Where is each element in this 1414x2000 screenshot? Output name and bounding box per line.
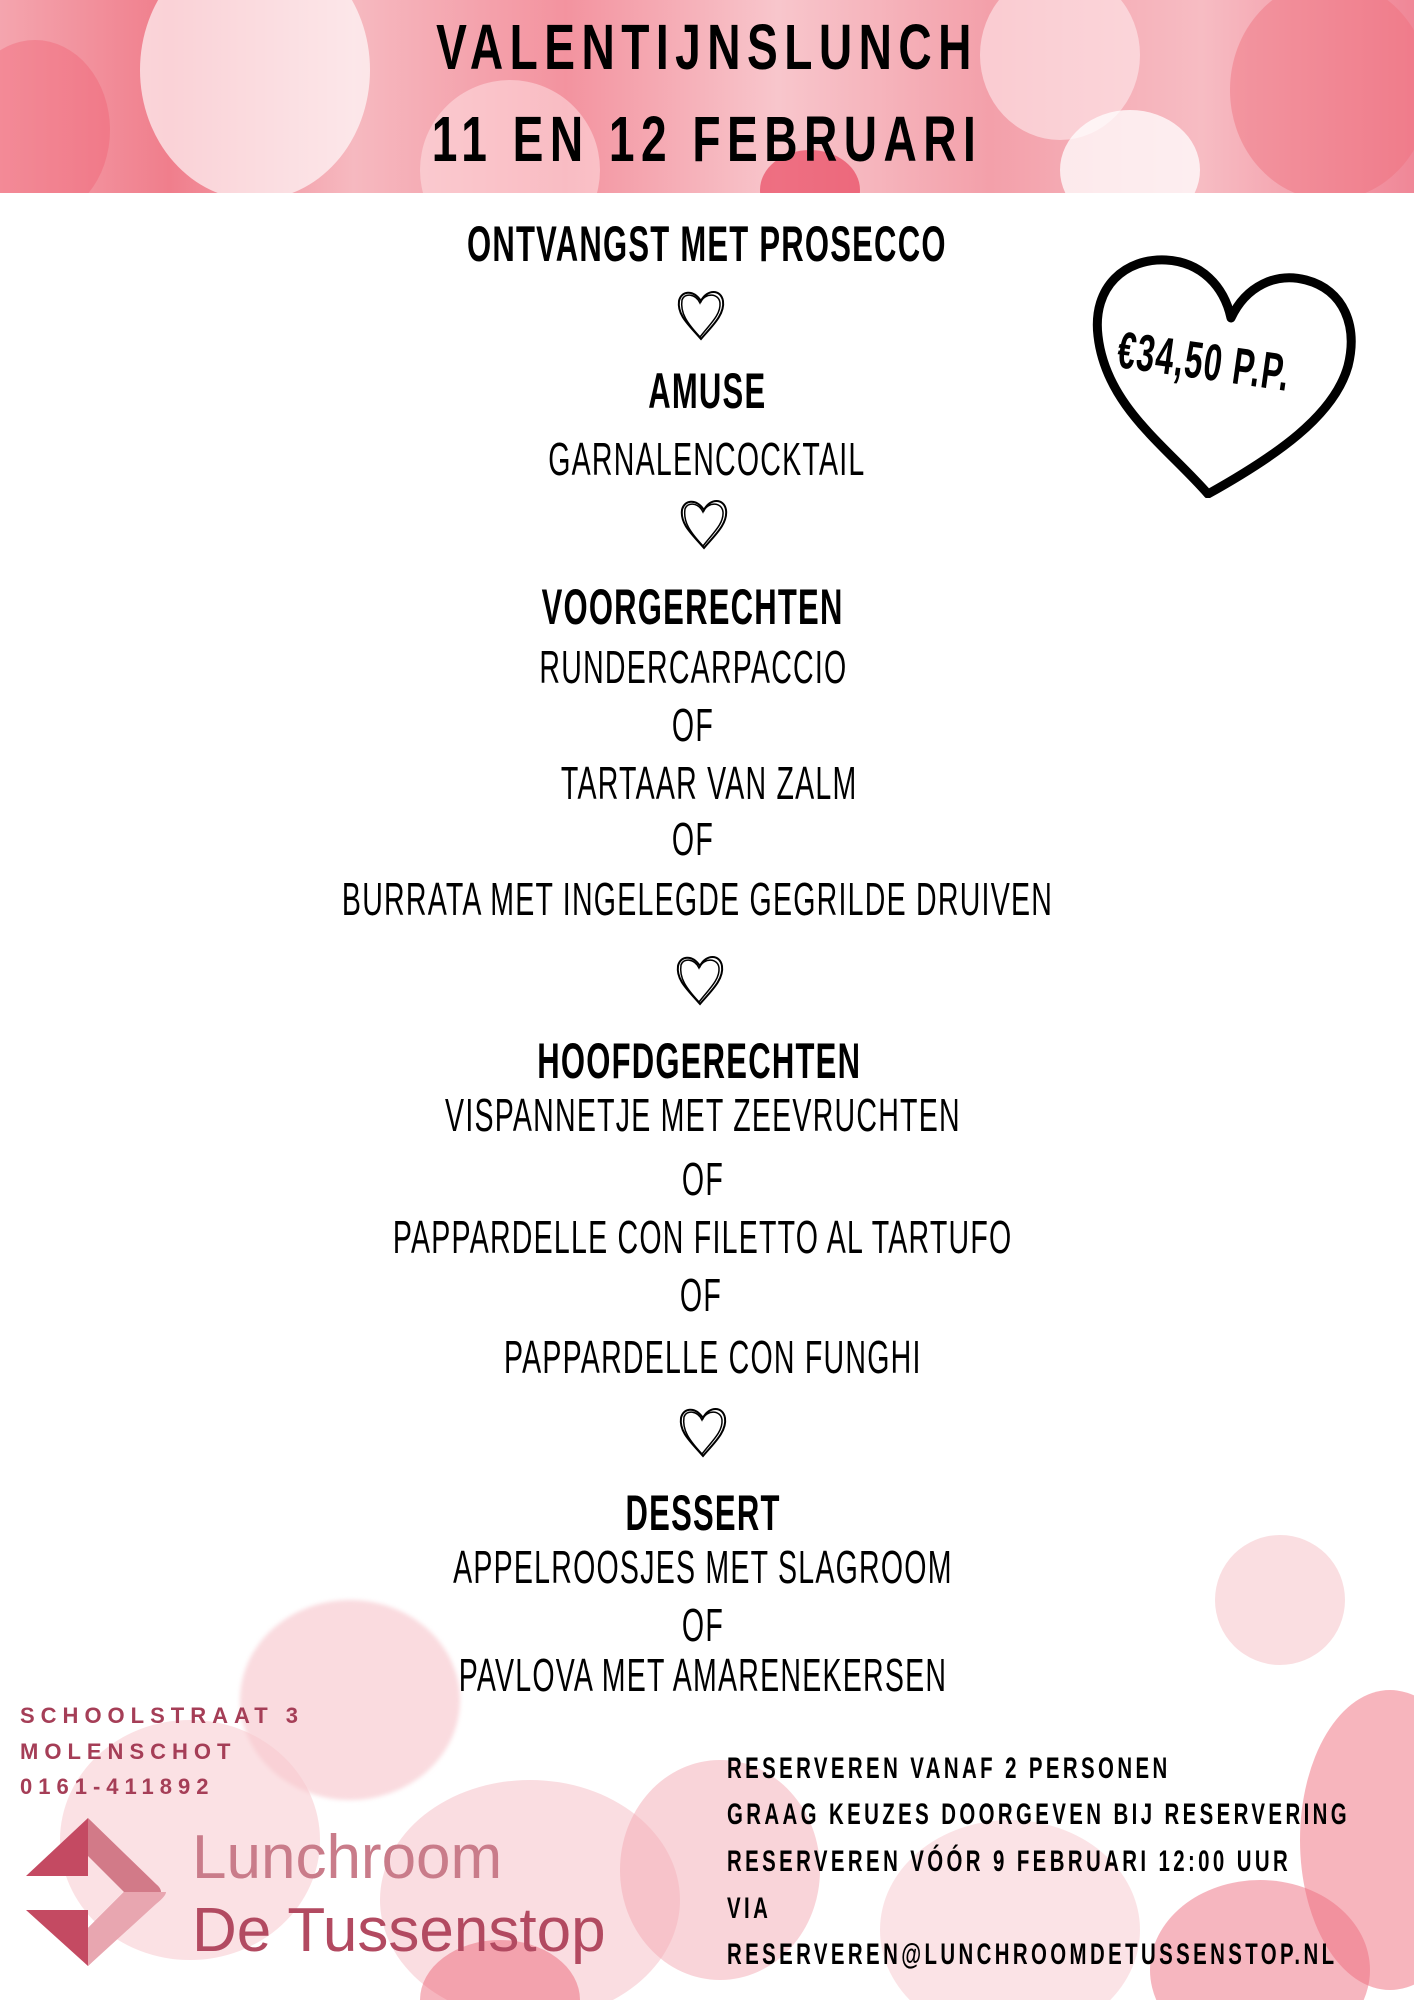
menu-item: PAPPARDELLE CON FILETTO AL TARTUFO <box>393 1211 1013 1263</box>
menu-item-or: OF <box>681 1599 725 1651</box>
reservation-line: RESERVEREN VANAF 2 PERSONEN <box>727 1752 1171 1785</box>
menu-item: RUNDERCARPACCIO <box>538 641 848 693</box>
page-title: VALENTIJNSLUNCH <box>436 11 978 83</box>
heart-outline-icon <box>673 1402 733 1462</box>
menu-item: APPELROOSJES MET SLAGROOM <box>453 1541 953 1593</box>
banner-heart-bg <box>1230 0 1414 193</box>
arrow-diamond-logo-icon <box>26 1818 174 1966</box>
course-heading-voorgerechten: VOORGERECHTEN <box>541 579 845 635</box>
event-dates: 11 EN 12 FEBRUARI <box>431 103 983 175</box>
course-heading-dessert: DESSERT <box>625 1485 781 1541</box>
reservation-line: GRAAG KEUZES DOORGEVEN BIJ RESERVERING <box>727 1798 1351 1831</box>
reservation-line: RESERVEREN VÓÓR 9 FEBRUARI 12:00 UUR <box>727 1845 1292 1878</box>
address-city: MOLENSCHOT <box>20 1739 237 1764</box>
address-phone[interactable]: 0161-411892 <box>20 1774 215 1799</box>
price-label: €34,50 P.P. <box>1113 321 1295 403</box>
menu-item: GARNALENCOCKTAIL <box>548 433 866 485</box>
reception-heading: ONTVANGST MET PROSECCO <box>467 216 947 272</box>
heart-outline-icon <box>674 494 734 554</box>
menu-item: VISPANNETJE MET ZEEVRUCHTEN <box>445 1089 961 1141</box>
menu-item-or: OF <box>671 699 715 751</box>
banner-heart-bg <box>0 40 110 193</box>
reservation-email-link[interactable]: RESERVEREN@LUNCHROOMDETUSSENSTOP.NL <box>727 1938 1338 1971</box>
menu-item: BURRATA MET INGELEGDE GEGRILDE DRUIVEN <box>341 873 1053 925</box>
address-street: SCHOOLSTRAAT 3 <box>20 1703 305 1728</box>
menu-item: PAPPARDELLE CON FUNGHI <box>504 1331 922 1383</box>
course-heading-hoofdgerechten: HOOFDGERECHTEN <box>537 1033 861 1089</box>
menu-item-or: OF <box>681 1153 725 1205</box>
course-heading-amuse: AMUSE <box>647 363 767 419</box>
heart-outline-icon <box>670 950 730 1010</box>
logo-text-de-tussenstop: De Tussenstop <box>192 1896 606 1965</box>
heart-outline-icon <box>671 285 731 345</box>
menu-item-or: OF <box>679 1269 723 1321</box>
menu-item: PAVLOVA MET AMARENEKERSEN <box>458 1649 948 1701</box>
reservation-line: VIA <box>727 1892 772 1925</box>
header-banner <box>0 0 1414 193</box>
logo-text-lunchroom: Lunchroom <box>192 1823 503 1892</box>
menu-item-or: OF <box>671 813 715 865</box>
menu-item: TARTAAR VAN ZALM <box>560 757 858 809</box>
